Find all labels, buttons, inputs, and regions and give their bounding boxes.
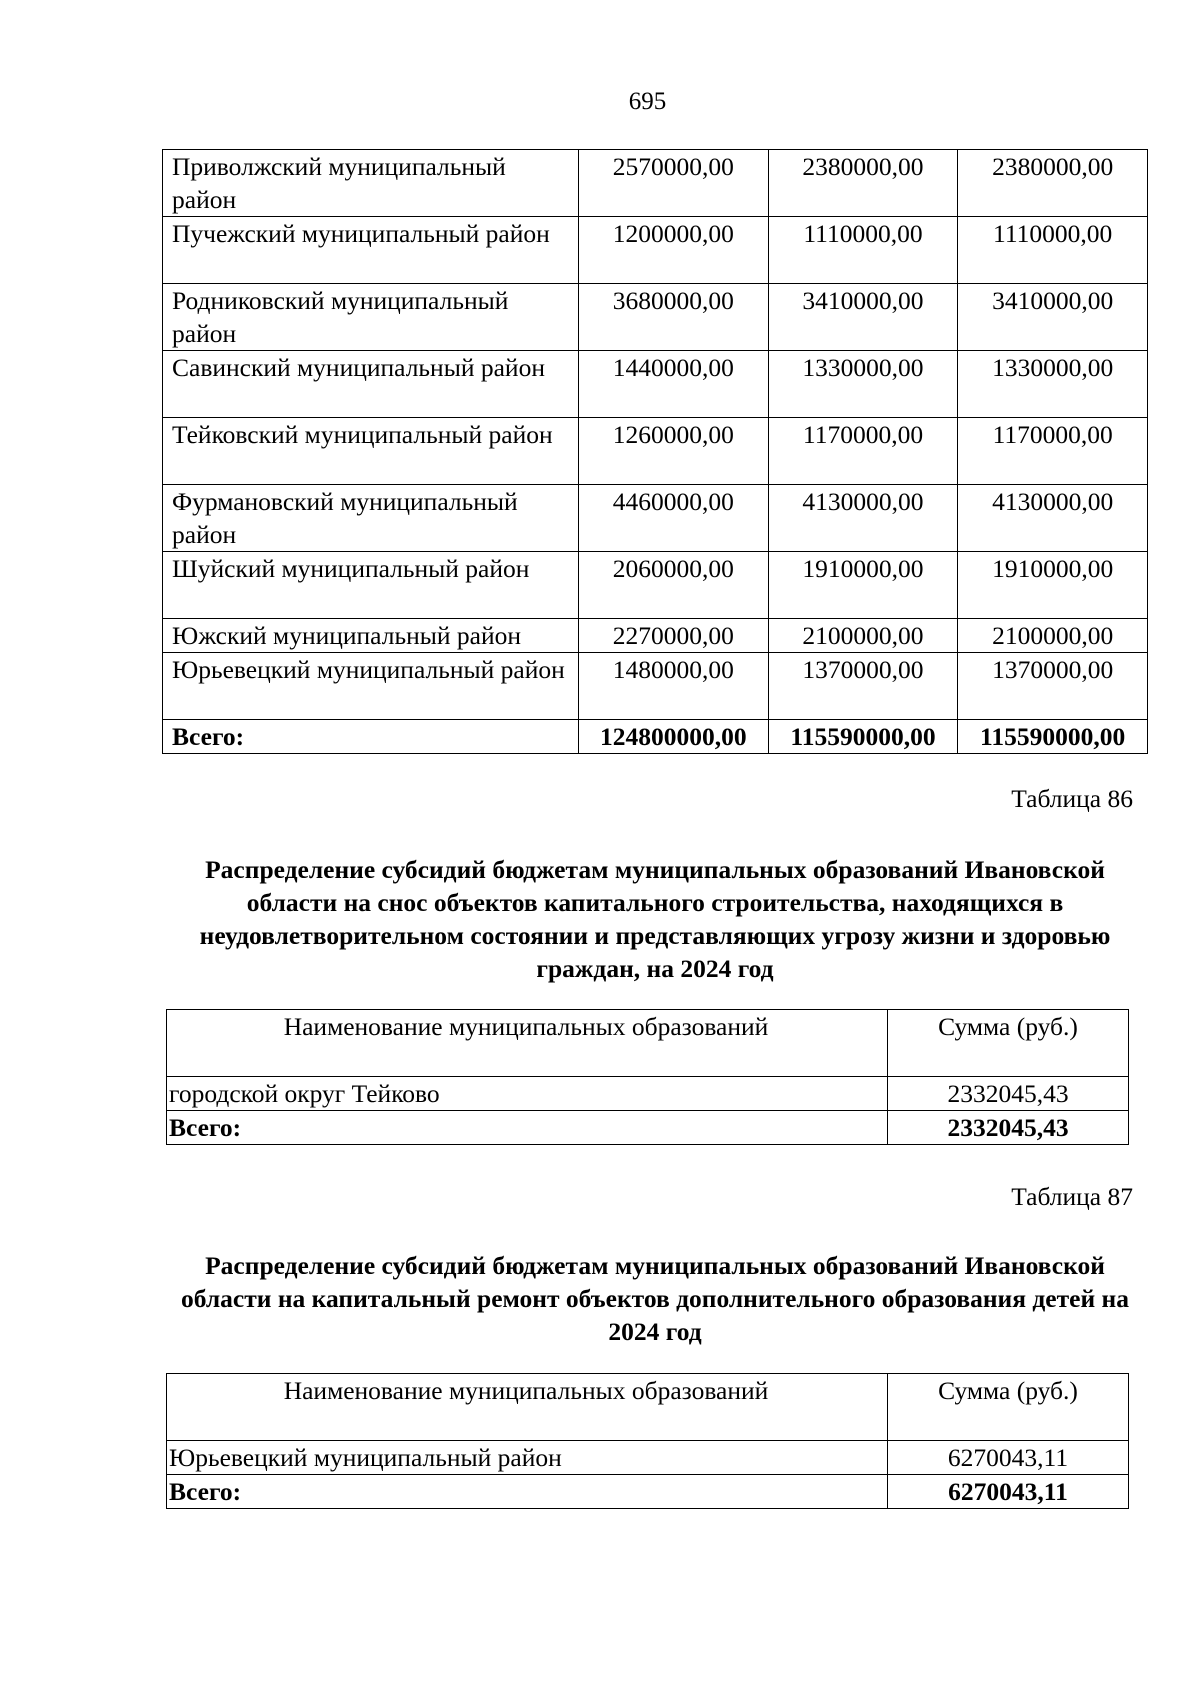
value-col-3: 1910000,00 bbox=[958, 552, 1148, 619]
table-total-row bbox=[167, 1475, 1129, 1509]
municipality-name: Южский муниципальный район bbox=[163, 619, 579, 653]
total-sum: 6270043,11 bbox=[888, 1475, 1129, 1509]
page-number: 695 bbox=[628, 88, 667, 115]
value-col-1: 1200000,00 bbox=[579, 217, 769, 284]
municipality-name: Тейковский муниципальный район bbox=[163, 418, 579, 485]
value-col-2: 1370000,00 bbox=[768, 653, 958, 720]
table-row bbox=[167, 1077, 1129, 1111]
table-87 bbox=[166, 1373, 1129, 1509]
municipality-name: Юрьевецкий муниципальный район bbox=[167, 1441, 888, 1475]
table-row bbox=[163, 150, 1148, 217]
municipality-name: Фурмановский муниципальный район bbox=[163, 485, 579, 552]
header-name: Наименование муниципальных образований bbox=[167, 1010, 888, 1077]
value-col-1: 2270000,00 bbox=[579, 619, 769, 653]
table-header-row bbox=[167, 1374, 1129, 1441]
value-col-1: 1440000,00 bbox=[579, 351, 769, 418]
value-col-2: 2380000,00 bbox=[768, 150, 958, 217]
value-col-2: 2100000,00 bbox=[768, 619, 958, 653]
table-row bbox=[163, 351, 1148, 418]
municipality-name: городской округ Тейково bbox=[167, 1077, 888, 1111]
table-row bbox=[163, 485, 1148, 552]
value-col-1: 3680000,00 bbox=[579, 284, 769, 351]
sum-value: 2332045,43 bbox=[888, 1077, 1129, 1111]
value-col-3: 2100000,00 bbox=[958, 619, 1148, 653]
total-label: Всего: bbox=[167, 1475, 888, 1509]
value-col-2: 1330000,00 bbox=[768, 351, 958, 418]
table-row bbox=[163, 284, 1148, 351]
table-row bbox=[163, 653, 1148, 720]
value-col-3: 2380000,00 bbox=[958, 150, 1148, 217]
table-86 bbox=[166, 1009, 1129, 1145]
table-86-title: Распределение субсидий бюджетам муниципальных образований Ивановской области на снос объектов капитального строительства, находящихся в неудовлетворительном состоянии и представляющих угрозу жизни и здоровью граждан, на 2024 год bbox=[199, 855, 1111, 983]
value-col-2: 3410000,00 bbox=[768, 284, 958, 351]
total-label: Всего: bbox=[167, 1111, 888, 1145]
municipality-name: Юрьевецкий муниципальный район bbox=[163, 653, 579, 720]
municipality-name: Шуйский муниципальный район bbox=[163, 552, 579, 619]
value-col-1: 1480000,00 bbox=[579, 653, 769, 720]
value-col-2: 1110000,00 bbox=[768, 217, 958, 284]
table-header-row bbox=[167, 1010, 1129, 1077]
value-col-1: 4460000,00 bbox=[579, 485, 769, 552]
value-col-3: 4130000,00 bbox=[958, 485, 1148, 552]
header-sum: Сумма (руб.) bbox=[888, 1010, 1129, 1077]
total-value-col-3: 115590000,00 bbox=[958, 720, 1148, 754]
sum-value: 6270043,11 bbox=[888, 1441, 1129, 1475]
value-col-2: 1910000,00 bbox=[768, 552, 958, 619]
total-label: Всего: bbox=[163, 720, 579, 754]
table-87-label: Таблица 87 bbox=[1011, 1182, 1133, 1211]
header-name: Наименование муниципальных образований bbox=[167, 1374, 888, 1441]
value-col-2: 4130000,00 bbox=[768, 485, 958, 552]
value-col-1: 2570000,00 bbox=[579, 150, 769, 217]
value-col-3: 1370000,00 bbox=[958, 653, 1148, 720]
total-value-col-2: 115590000,00 bbox=[768, 720, 958, 754]
municipality-name: Приволжский муниципальный район bbox=[163, 150, 579, 217]
municipality-name: Родниковский муниципальный район bbox=[163, 284, 579, 351]
municipality-name: Савинский муниципальный район bbox=[163, 351, 579, 418]
value-col-3: 1330000,00 bbox=[958, 351, 1148, 418]
table-row bbox=[163, 552, 1148, 619]
value-col-1: 2060000,00 bbox=[579, 552, 769, 619]
total-value-col-1: 124800000,00 bbox=[579, 720, 769, 754]
table-85-continuation bbox=[162, 149, 1148, 754]
table-86-label: Таблица 86 bbox=[1011, 784, 1133, 813]
value-col-1: 1260000,00 bbox=[579, 418, 769, 485]
table-row bbox=[163, 217, 1148, 284]
value-col-2: 1170000,00 bbox=[768, 418, 958, 485]
table-row bbox=[163, 418, 1148, 485]
municipality-name: Пучежский муниципальный район bbox=[163, 217, 579, 284]
value-col-3: 1110000,00 bbox=[958, 217, 1148, 284]
table-row bbox=[167, 1441, 1129, 1475]
value-col-3: 3410000,00 bbox=[958, 284, 1148, 351]
table-87-title: Распределение субсидий бюджетам муниципальных образований Ивановской области на капитальный ремонт объектов дополнительного образования детей на 2024 год bbox=[181, 1251, 1129, 1346]
total-sum: 2332045,43 bbox=[888, 1111, 1129, 1145]
value-col-3: 1170000,00 bbox=[958, 418, 1148, 485]
table-total-row bbox=[163, 720, 1148, 754]
table-total-row bbox=[167, 1111, 1129, 1145]
header-sum: Сумма (руб.) bbox=[888, 1374, 1129, 1441]
table-row bbox=[163, 619, 1148, 653]
